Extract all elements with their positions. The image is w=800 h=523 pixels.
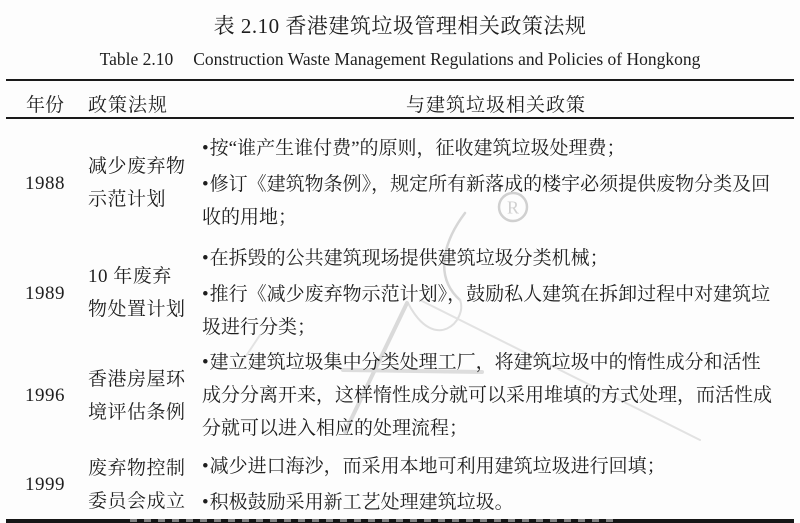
table-number-label: Table 2.10 xyxy=(99,49,174,69)
policy-line: 香港房屋环 xyxy=(88,368,186,390)
table-row xyxy=(6,344,794,445)
policy-line: 10 年废弃 xyxy=(88,266,172,287)
policy-cell xyxy=(84,452,198,518)
table-caption-english xyxy=(0,48,800,71)
policy-item: • 按“谁产生谁付费”的原则，征收建筑垃圾处理费； xyxy=(202,132,772,165)
content-cell xyxy=(198,346,794,445)
policy-item: • 减少进口海沙，而采用本地可利用建筑垃圾进行回填； xyxy=(202,450,772,483)
policy-cell xyxy=(84,363,198,429)
table-title-english-text: Construction Waste Management Regulations and Policies of Hongkong xyxy=(193,49,701,69)
column-header-year: 年份 xyxy=(25,95,64,116)
content-cell xyxy=(198,242,794,344)
policy-line: 境评估条例 xyxy=(88,401,186,423)
table-caption-chinese: 表 2.10 香港建筑垃圾管理相关政策法规 xyxy=(213,14,587,38)
year-cell: 1999 xyxy=(25,474,65,495)
year-cell: 1989 xyxy=(25,282,65,304)
policy-table xyxy=(6,79,794,523)
policy-line: 示范计划 xyxy=(88,189,167,210)
policy-item: • 推行《减少废弃物示范计划》，鼓励私人建筑在拆卸过程中对建筑垃圾进行分类； xyxy=(202,278,772,344)
table-header-row xyxy=(6,79,794,119)
policy-line: 减少废弃物 xyxy=(88,156,186,177)
policy-line: 废弃物控制 xyxy=(88,457,186,479)
year-cell: 1996 xyxy=(25,385,65,406)
policy-line: 委员会成立 xyxy=(88,490,186,512)
year-cell: 1988 xyxy=(25,172,65,194)
policy-item: • 修订《建筑物条例》，规定所有新落成的楼宇必须提供废物分类及回收的用地； xyxy=(202,168,772,234)
table-row xyxy=(6,119,794,234)
policy-cell xyxy=(84,150,198,216)
content-cell xyxy=(198,132,794,234)
policy-item: • 积极鼓励采用新工艺处理建筑垃圾。 xyxy=(202,486,772,519)
table-row xyxy=(6,445,794,519)
policy-cell xyxy=(84,260,198,326)
table-row xyxy=(6,234,794,344)
policy-item: • 建立建筑垃圾集中分类处理工厂，将建筑垃圾中的惰性成分和活性成分分离开来，这样惰性成分就可以采用堆填的方式处理，而活性成分就可以进入相应的处理流程； xyxy=(202,346,772,445)
policy-item: • 在拆毁的公共建筑现场提供建筑垃圾分类机械； xyxy=(202,242,772,275)
svg-text:R: R xyxy=(506,197,520,218)
column-header-policy: 政策法规 xyxy=(88,95,169,116)
policy-line: 物处置计划 xyxy=(88,299,186,320)
content-cell xyxy=(198,450,794,519)
column-header-content: 与建筑垃圾相关政策 xyxy=(405,95,586,116)
